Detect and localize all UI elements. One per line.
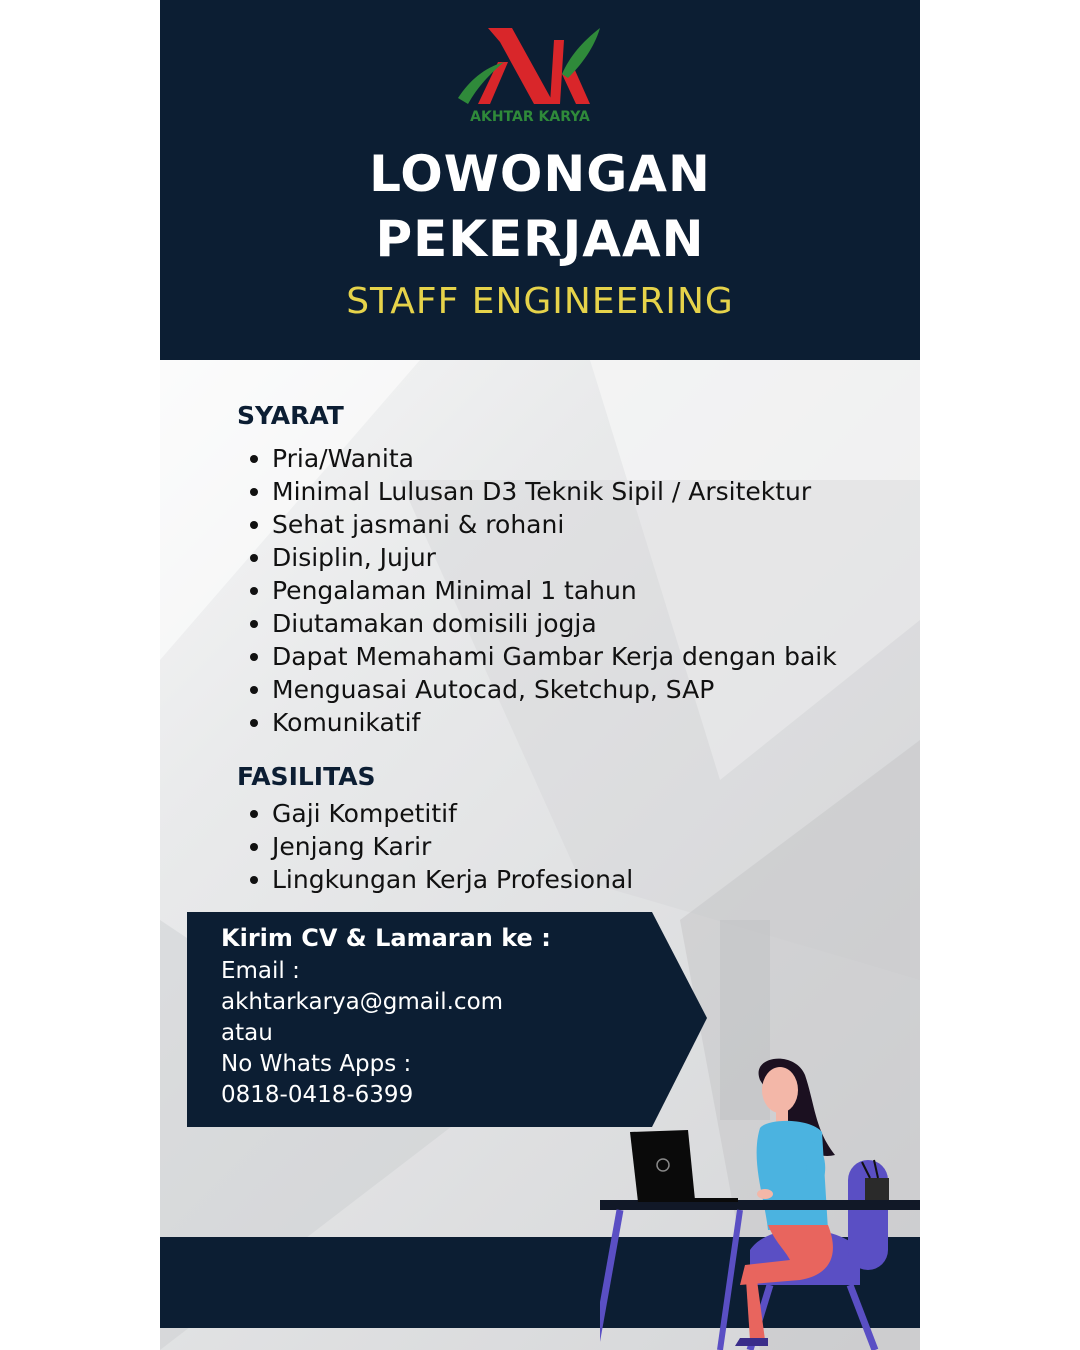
- whatsapp-label: No Whats Apps :: [221, 1051, 412, 1077]
- list-item: Gaji Kompetitif: [248, 797, 633, 830]
- list-item: Sehat jasmani & rohani: [248, 508, 837, 541]
- akhtar-karya-logo: [450, 22, 610, 126]
- list-item: Diutamakan domisili jogja: [248, 607, 837, 640]
- position-title: STAFF ENGINEERING: [346, 281, 734, 322]
- headline-line-1: LOWONGAN: [369, 145, 711, 203]
- contact-heading: Kirim CV & Lamaran ke :: [221, 924, 551, 952]
- email-address[interactable]: akhtarkarya@gmail.com: [221, 989, 504, 1015]
- list-item: Minimal Lulusan D3 Teknik Sipil / Arsitektur: [248, 475, 837, 508]
- list-item: Pengalaman Minimal 1 tahun: [248, 574, 837, 607]
- list-item: Komunikatif: [248, 706, 837, 739]
- contact-info: [221, 920, 551, 1111]
- headline-line-2: PEKERJAAN: [375, 210, 705, 268]
- list-item: Jenjang Karir: [248, 830, 633, 863]
- list-item: Dapat Memahami Gambar Kerja dengan baik: [248, 640, 837, 673]
- woman-laptop-illustration: [600, 1050, 920, 1350]
- or-text: atau: [221, 1020, 273, 1046]
- header-band: [160, 0, 920, 360]
- list-item: Menguasai Autocad, Sketchup, SAP: [248, 673, 837, 706]
- email-label: Email :: [221, 958, 300, 984]
- list-item: Disiplin, Jujur: [248, 541, 837, 574]
- list-item: Pria/Wanita: [248, 442, 837, 475]
- list-item: Lingkungan Kerja Profesional: [248, 863, 633, 896]
- facilities-heading: FASILITAS: [237, 762, 376, 791]
- svg-text:AKHTAR KARYA: AKHTAR KARYA: [470, 109, 590, 125]
- whatsapp-number[interactable]: 0818-0418-6399: [221, 1082, 414, 1108]
- requirements-heading: SYARAT: [237, 401, 344, 430]
- job-poster: [160, 0, 920, 1350]
- requirements-list: [248, 442, 837, 739]
- facilities-list: [248, 797, 633, 896]
